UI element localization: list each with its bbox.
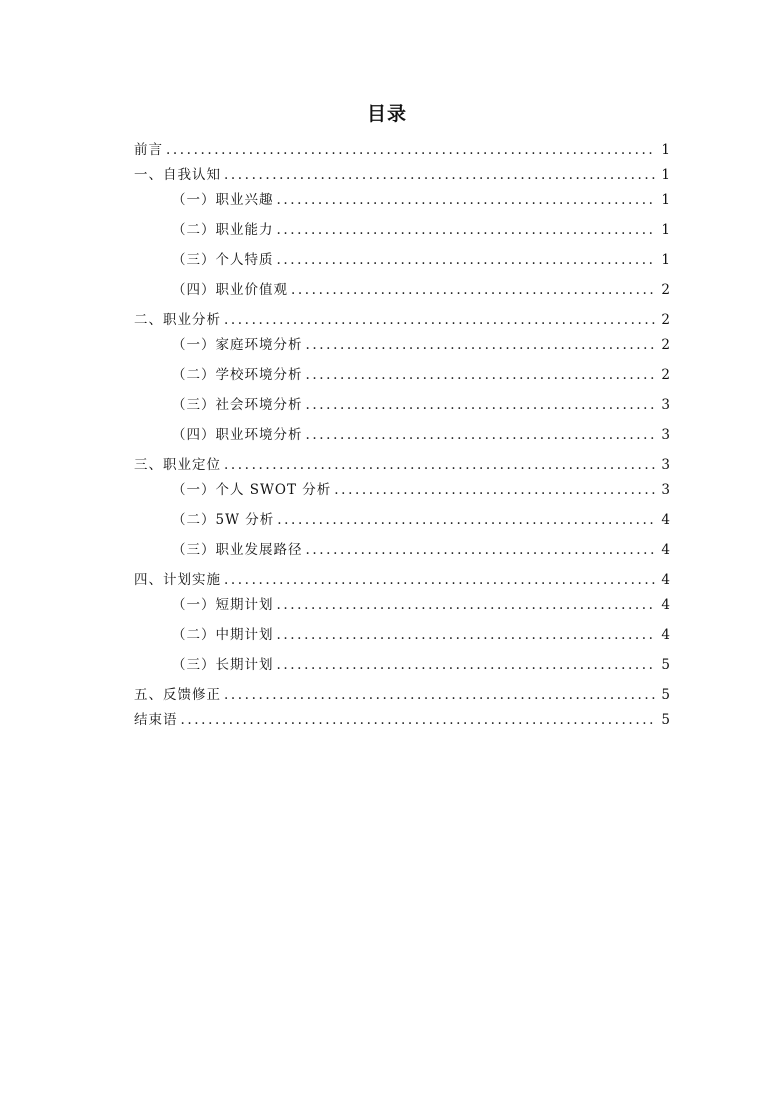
toc-entry-label: （一）家庭环境分析 xyxy=(172,337,303,353)
toc-list xyxy=(134,138,670,733)
toc-page-number: 3 xyxy=(661,457,670,473)
toc-page-number: 2 xyxy=(661,282,670,298)
toc-dot-leader xyxy=(224,308,656,332)
toc-subsection-entry[interactable] xyxy=(134,333,670,357)
toc-dot-leader xyxy=(277,508,656,532)
toc-subsection-entry[interactable] xyxy=(134,278,670,302)
toc-page-number: 4 xyxy=(661,542,670,558)
toc-section-entry[interactable] xyxy=(134,308,670,332)
toc-section-entry[interactable] xyxy=(134,683,670,707)
toc-subsection-entry[interactable] xyxy=(134,188,670,212)
toc-dot-leader xyxy=(224,453,656,477)
toc-subsection-entry[interactable] xyxy=(134,363,670,387)
toc-page-number: 2 xyxy=(661,312,670,328)
toc-page-number: 1 xyxy=(661,252,670,268)
toc-entry-label: 前言 xyxy=(134,142,163,158)
toc-entry-label: （二）中期计划 xyxy=(172,627,274,643)
toc-page-number: 5 xyxy=(661,712,670,728)
toc-entry-label: （一）职业兴趣 xyxy=(172,192,274,208)
toc-subsection-entry[interactable] xyxy=(134,593,670,617)
toc-dot-leader xyxy=(224,163,656,187)
toc-subsection-entry[interactable] xyxy=(134,423,670,447)
toc-subsection-entry[interactable] xyxy=(134,508,670,532)
toc-page-number: 2 xyxy=(661,367,670,383)
toc-subsection-entry[interactable] xyxy=(134,218,670,242)
toc-entry-label: （三）个人特质 xyxy=(172,252,274,268)
toc-entry-label: 五、反馈修正 xyxy=(134,687,221,703)
toc-dot-leader xyxy=(306,423,657,447)
toc-subsection-entry[interactable] xyxy=(134,653,670,677)
toc-entry-label: 三、职业定位 xyxy=(134,457,221,473)
toc-entry-label: （四）职业环境分析 xyxy=(172,427,303,443)
toc-entry-label: （一）短期计划 xyxy=(172,597,274,613)
toc-dot-leader xyxy=(334,478,656,502)
toc-entry-label: （三）长期计划 xyxy=(172,657,274,673)
toc-entry-label: 二、职业分析 xyxy=(134,312,221,328)
toc-page-number: 3 xyxy=(661,397,670,413)
toc-dot-leader xyxy=(224,568,656,592)
toc-subsection-entry[interactable] xyxy=(134,538,670,562)
toc-section-entry[interactable] xyxy=(134,163,670,187)
toc-page-number: 1 xyxy=(661,222,670,238)
toc-dot-leader xyxy=(277,248,657,272)
toc-page-number: 3 xyxy=(661,427,670,443)
toc-entry-label: 一、自我认知 xyxy=(134,167,221,183)
toc-dot-leader xyxy=(277,593,657,617)
toc-page-number: 4 xyxy=(661,627,670,643)
toc-entry-label: （三）社会环境分析 xyxy=(172,397,303,413)
toc-subsection-entry[interactable] xyxy=(134,393,670,417)
toc-dot-leader xyxy=(277,218,657,242)
toc-entry-label: （四）职业价值观 xyxy=(172,282,288,298)
toc-dot-leader xyxy=(306,393,657,417)
toc-page-number: 4 xyxy=(661,572,670,588)
toc-subsection-entry[interactable] xyxy=(134,248,670,272)
toc-page-number: 4 xyxy=(661,512,670,528)
toc-title: 目录 xyxy=(366,103,407,125)
toc-page-number: 1 xyxy=(661,142,670,158)
toc-entry-label: （三）职业发展路径 xyxy=(172,542,303,558)
toc-section-entry[interactable] xyxy=(134,568,670,592)
toc-dot-leader xyxy=(306,363,657,387)
toc-page-number: 2 xyxy=(661,337,670,353)
toc-dot-leader xyxy=(306,333,657,357)
toc-page-number: 5 xyxy=(661,687,670,703)
toc-dot-leader xyxy=(277,188,657,212)
toc-entry-label: （二）学校环境分析 xyxy=(172,367,303,383)
toc-entry-label: 四、计划实施 xyxy=(134,572,221,588)
toc-page-number: 1 xyxy=(661,167,670,183)
toc-entry-label: （一）个人 SWOT 分析 xyxy=(172,482,332,498)
toc-dot-leader xyxy=(306,538,657,562)
toc-entry-label: 结束语 xyxy=(134,712,178,728)
toc-page-number: 4 xyxy=(661,597,670,613)
toc-entry-label: （二）5W 分析 xyxy=(172,512,275,528)
toc-page-number: 3 xyxy=(661,482,670,498)
toc-dot-leader xyxy=(181,708,657,732)
toc-subsection-entry[interactable] xyxy=(134,478,670,502)
toc-dot-leader xyxy=(166,138,656,162)
toc-subsection-entry[interactable] xyxy=(134,623,670,647)
toc-page-number: 5 xyxy=(661,657,670,673)
toc-section-entry[interactable] xyxy=(134,138,670,162)
toc-dot-leader xyxy=(277,623,657,647)
toc-page-number: 1 xyxy=(661,192,670,208)
toc-dot-leader xyxy=(277,653,657,677)
toc-section-entry[interactable] xyxy=(134,708,670,732)
toc-dot-leader xyxy=(291,278,656,302)
toc-entry-label: （二）职业能力 xyxy=(172,222,274,238)
toc-dot-leader xyxy=(224,683,656,707)
toc-section-entry[interactable] xyxy=(134,453,670,477)
